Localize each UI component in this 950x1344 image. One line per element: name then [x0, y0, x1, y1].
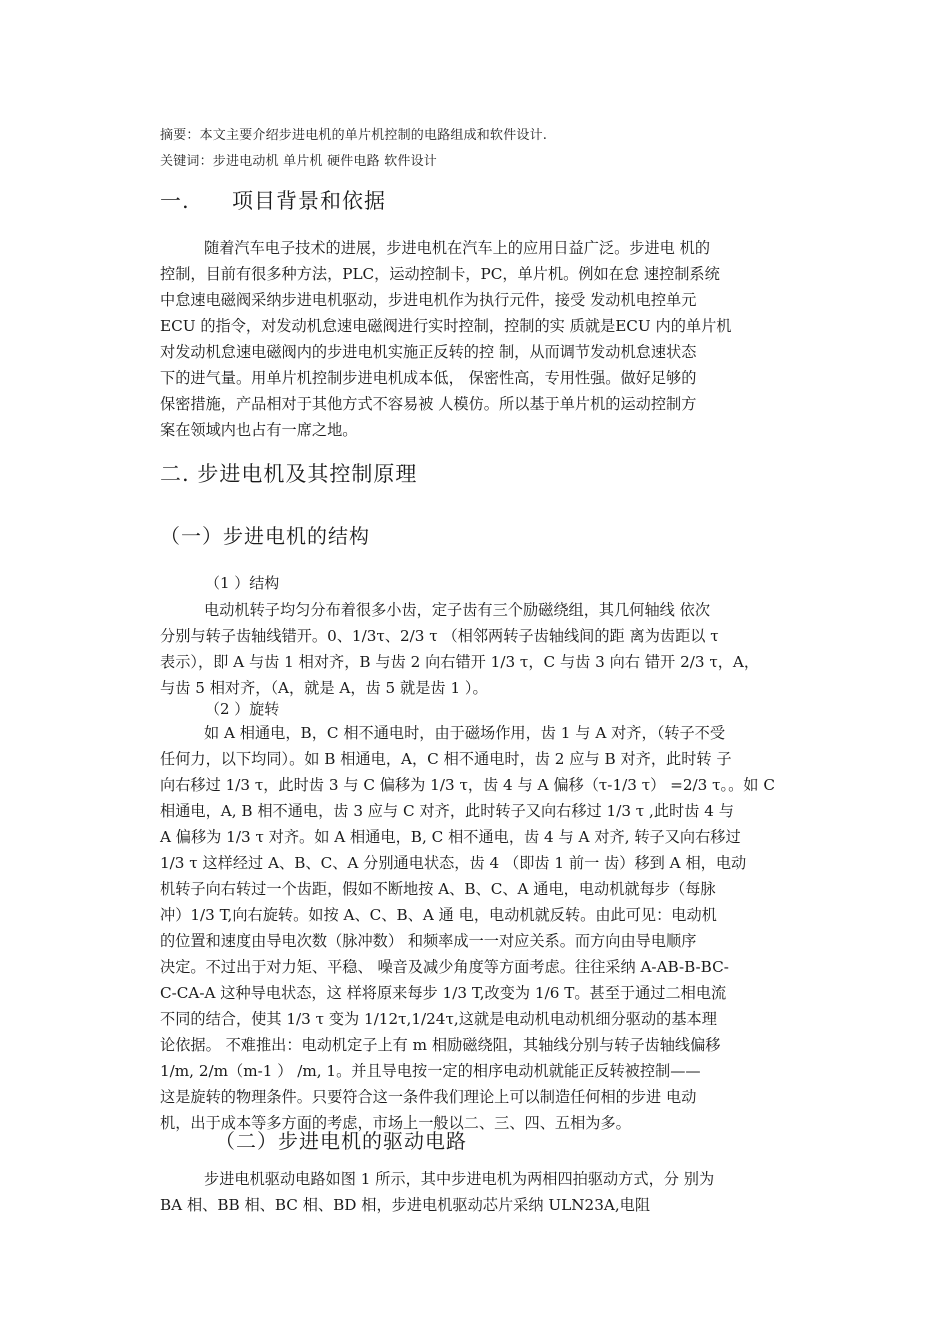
- text-line: 电动机转子均匀分布着很多小齿，定子齿有三个励磁绕组，其几何轴线 依次: [204, 601, 711, 619]
- keywords: 关键词：步进电动机 单片机 硬件电路 软件设计: [160, 154, 437, 169]
- text-line: 论依据。 不难推出：电动机定子上有 m 相励磁绕阻，其轴线分别与转子齿轴线偏移: [160, 1036, 721, 1054]
- item1-paragraph: [160, 597, 820, 701]
- text-line: 向右移过 1/3 τ，此时齿 3 与 C 偏移为 1/3 τ，齿 4 与 A 偏移（τ-1/3 τ） =2/3 τ。。如 C: [160, 776, 775, 794]
- text-line: 机转子向右转过一个齿距，假如不断地按 A、B、C、A 通电，电动机就每步（每脉: [160, 880, 716, 898]
- text-line: 决定。不过出于对力矩、平稳、 噪音及减少角度等方面考虑。往往采纳 A-AB-B-BC-: [160, 958, 729, 976]
- text-line: 步进电机驱动电路如图 1 所示，其中步进电机为两相四拍驱动方式，分 别为: [204, 1170, 715, 1188]
- text-line: 下的进气量。用单片机控制步进电机成本低， 保密性高，专用性强。做好足够的: [160, 369, 697, 387]
- abstract: 摘要：本文主要介绍步进电机的单片机控制的电路组成和软件设计.: [160, 128, 548, 143]
- text-line: 1/3 τ 这样经过 A、B、C、A 分别通电状态，齿 4 （即齿 1 前一 齿）移到 A 相，电动: [160, 854, 747, 872]
- text-line: 冲）1/3 T,向右旋转。如按 A、C、B、A 通 电，电动机就反转。由此可见：电动机: [160, 906, 717, 924]
- text-line: 不同的结合，使其 1/3 τ 变为 1/12τ,1/24τ,这就是电动机电动机细分驱动的基本理: [160, 1010, 717, 1028]
- text-line: 相通电，A, B 相不通电，齿 3 应与 C 对齐，此时转子又向右移过 1/3 τ ,此时齿 4 与: [160, 802, 734, 820]
- subsection2-paragraph: [160, 1166, 820, 1218]
- text-line: A 偏移为 1/3 τ 对齐。如 A 相通电，B, C 相不通电，齿 4 与 A 对齐, 转子又向右移过: [160, 828, 741, 846]
- subsection2-title: （二）步进电机的驱动电路: [215, 1129, 467, 1153]
- text-line: 保密措施，产品相对于其他方式不容易被 人模仿。所以基于单片机的运动控制方: [160, 395, 697, 413]
- item1-label: （1 ）结构: [205, 574, 280, 592]
- text-line: 随着汽车电子技术的进展，步进电机在汽车上的应用日益广泛。步进电 机的: [204, 239, 711, 257]
- text-line: 任何力，以下均同）。如 B 相通电，A，C 相不通电时，齿 2 应与 B 对齐，此时转 子: [160, 750, 732, 768]
- text-line: 如 A 相通电，B，C 相不通电时，由于磁场作用，齿 1 与 A 对齐，（转子不受: [204, 724, 726, 742]
- text-line: ECU 的指令，对发动机怠速电磁阀进行实时控制，控制的实 质就是ECU 内的单片机: [160, 317, 732, 335]
- section2-title: 二. 步进电机及其控制原理: [160, 462, 418, 486]
- text-line: 的位置和速度由导电次数（脉冲数） 和频率成一一对应关系。而方向由导电顺序: [160, 932, 697, 950]
- subsection1-title: （一）步进电机的结构: [160, 524, 370, 548]
- text-line: 中怠速电磁阀采纳步进电机驱动，步进电机作为执行元件，接受 发动机电控单元: [160, 291, 697, 309]
- item2-label: （2 ）旋转: [205, 700, 280, 718]
- text-line: C-CA-A 这种导电状态，这 样将原来每步 1/3 T,改变为 1/6 T。甚至于通过二相电流: [160, 984, 727, 1002]
- text-line: BA 相、BB 相、BC 相、BD 相，步进电机驱动芯片采纳 ULN23A,电阻: [160, 1196, 651, 1214]
- section1-title: 项目背景和依据: [232, 189, 386, 213]
- section1-paragraph: [160, 235, 820, 443]
- text-line: 机，出于成本等多方面的考虑，市场上一般以二、三、四、五相为多。: [160, 1114, 631, 1132]
- text-line: 分别与转子齿轴线错开。0、1/3τ、2/3 τ （相邻两转子齿轴线间的距 离为齿距以 τ: [160, 627, 719, 645]
- text-line: 1/m, 2/m（m-1 ） /m, 1。并且导电按一定的相序电动机就能正反转被控制——: [160, 1062, 701, 1080]
- item2-paragraph: [160, 720, 820, 1136]
- text-line: 表示），即 A 与齿 1 相对齐，B 与齿 2 向右错开 1/3 τ，C 与齿 3 向右 错开 2/3 τ，A，: [160, 653, 760, 671]
- text-line: 案在领域内也占有一席之地。: [160, 421, 358, 439]
- text-line: 这是旋转的物理条件。只要符合这一条件我们理论上可以制造任何相的步进 电动: [160, 1088, 697, 1106]
- section1-number: 一.: [160, 189, 190, 213]
- text-line: 与齿 5 相对齐，（A，就是 A，齿 5 就是齿 1 ）。: [160, 679, 488, 697]
- text-line: 对发动机怠速电磁阀内的步进电机实施正反转的控 制，从而调节发动机怠速状态: [160, 343, 697, 361]
- text-line: 控制，目前有很多种方法，PLC，运动控制卡，PC，单片机。例如在怠 速控制系统: [160, 265, 720, 283]
